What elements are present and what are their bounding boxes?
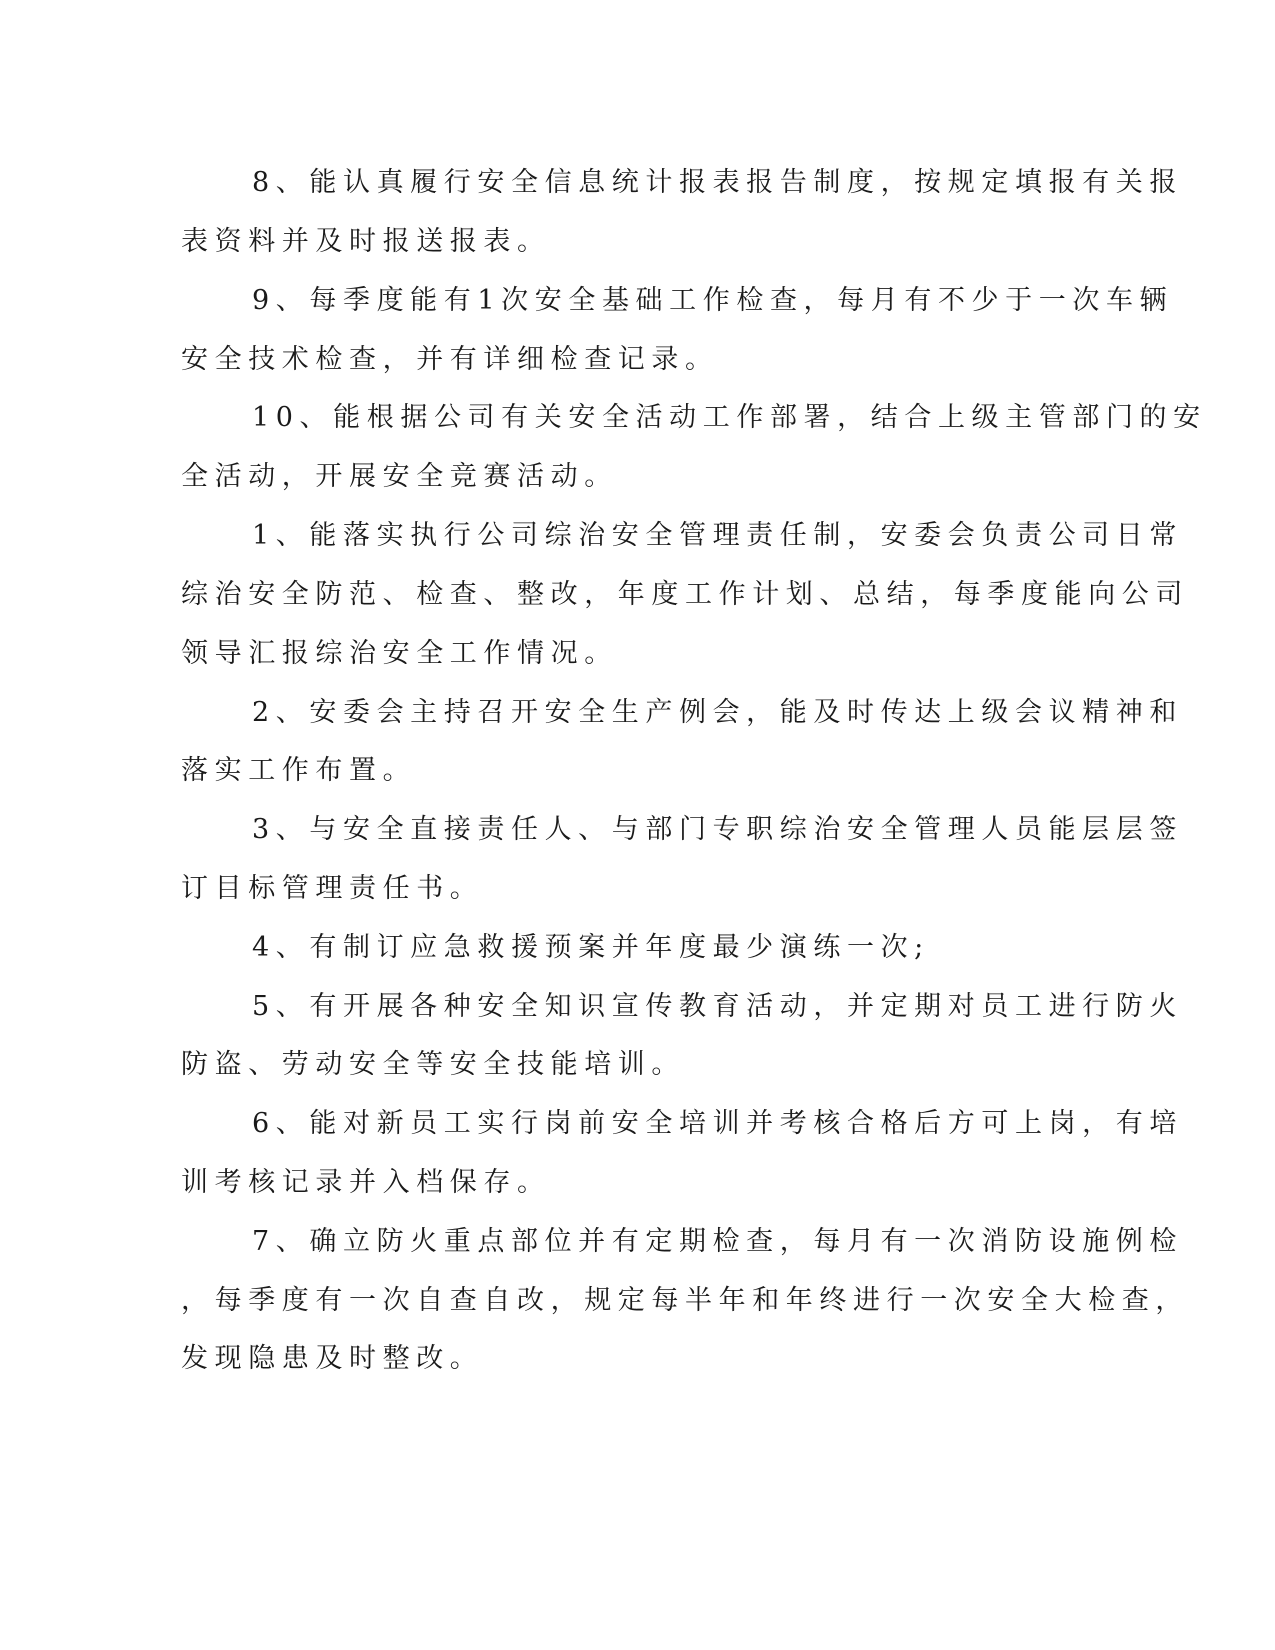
- paragraph-6-line-1: 6、能对新员工实行岗前安全培训并考核合格后方可上岗，有培: [252, 1108, 1183, 1139]
- paragraph-9-line-1: 9、每季度能有1次安全基础工作检查，每月有不少于一次车辆: [252, 285, 1174, 316]
- paragraph-7-line-1: 7、确立防火重点部位并有定期检查，每月有一次消防设施例检: [252, 1226, 1183, 1257]
- paragraph-2-line-1: 2、安委会主持召开安全生产例会，能及时传达上级会议精神和: [252, 697, 1183, 728]
- paragraph-8-line-2: 表资料并及时报送报表。: [181, 226, 551, 257]
- paragraph-2-line-2: 落实工作布置。: [181, 755, 417, 786]
- paragraph-1-line-2: 综治安全防范、检查、整改，年度工作计划、总结，每季度能向公司: [181, 579, 1189, 610]
- paragraph-9-line-2: 安全技术检查，并有详细检查记录。: [181, 344, 719, 375]
- paragraph-1-line-1: 1、能落实执行公司综治安全管理责任制，安委会负责公司日常: [252, 520, 1183, 551]
- paragraph-5-line-2: 防盗、劳动安全等安全技能培训。: [181, 1049, 685, 1080]
- paragraph-1-line-3: 领导汇报综治安全工作情况。: [181, 638, 618, 669]
- paragraph-8-line-1: 8、能认真履行安全信息统计报表报告制度，按规定填报有关报: [252, 167, 1183, 198]
- paragraph-3-line-2: 订目标管理责任书。: [181, 873, 484, 904]
- paragraph-5-line-1: 5、有开展各种安全知识宣传教育活动，并定期对员工进行防火: [252, 991, 1183, 1022]
- paragraph-3-line-1: 3、与安全直接责任人、与部门专职综治安全管理人员能层层签: [252, 814, 1183, 845]
- paragraph-7-line-2: ，每季度有一次自查自改，规定每半年和年终进行一次安全大检查，: [181, 1285, 1189, 1316]
- paragraph-6-line-2: 训考核记录并入档保存。: [181, 1167, 551, 1198]
- paragraph-4-line-1: 4、有制订应急救援预案并年度最少演练一次;: [252, 932, 930, 963]
- paragraph-7-line-3: 发现隐患及时整改。: [181, 1343, 484, 1374]
- paragraph-10-line-2: 全活动，开展安全竞赛活动。: [181, 461, 618, 492]
- paragraph-10-line-1: 10、能根据公司有关安全活动工作部署，结合上级主管部门的安: [252, 402, 1207, 433]
